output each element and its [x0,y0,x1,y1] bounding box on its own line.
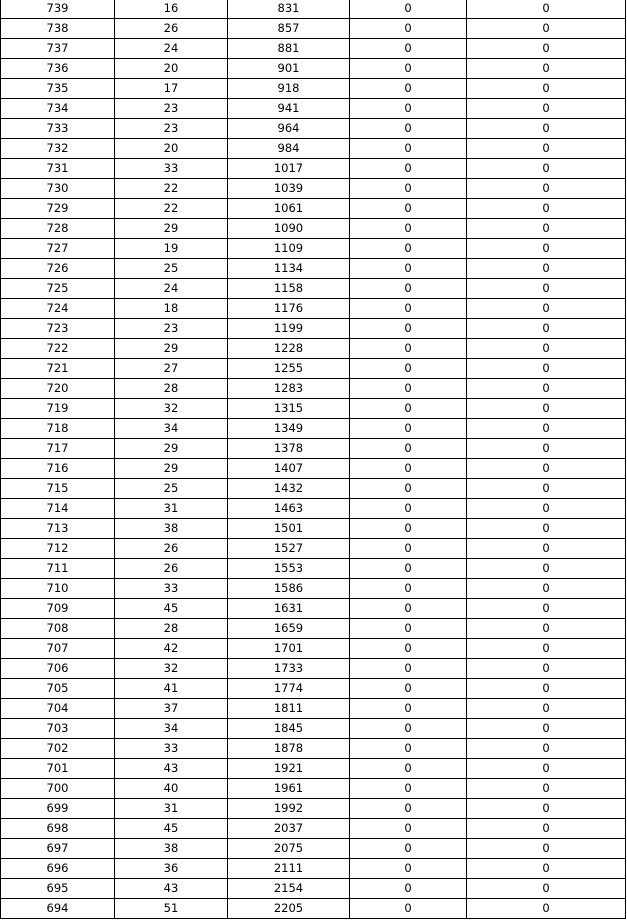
table-row [1,599,626,619]
column-4-cell: 0 [350,519,467,539]
score-cell: 721 [1,359,115,379]
count-cell: 27 [115,359,228,379]
table-row [1,359,626,379]
score-cell: 711 [1,559,115,579]
table-row [1,299,626,319]
cumulative-count-cell: 1432 [228,479,350,499]
column-4-cell: 0 [350,59,467,79]
table-row [1,519,626,539]
score-cell: 705 [1,679,115,699]
table-row [1,499,626,519]
count-cell: 31 [115,799,228,819]
table-row [1,259,626,279]
column-5-cell: 0 [467,0,626,19]
score-cell: 726 [1,259,115,279]
table-row [1,339,626,359]
table-row [1,879,626,899]
cumulative-count-cell: 1283 [228,379,350,399]
score-cell: 707 [1,639,115,659]
table-row [1,39,626,59]
count-cell: 18 [115,299,228,319]
count-cell: 51 [115,899,228,919]
score-cell: 715 [1,479,115,499]
column-4-cell: 0 [350,99,467,119]
score-cell: 695 [1,879,115,899]
count-cell: 38 [115,519,228,539]
score-cell: 719 [1,399,115,419]
table-row [1,119,626,139]
count-cell: 25 [115,259,228,279]
column-5-cell: 0 [467,499,626,519]
count-cell: 29 [115,339,228,359]
count-cell: 25 [115,479,228,499]
cumulative-count-cell: 857 [228,19,350,39]
column-4-cell: 0 [350,779,467,799]
cumulative-count-cell: 1199 [228,319,350,339]
score-cell: 723 [1,319,115,339]
column-5-cell: 0 [467,79,626,99]
score-cell: 724 [1,299,115,319]
cumulative-count-cell: 1921 [228,759,350,779]
column-4-cell: 0 [350,639,467,659]
table-row [1,639,626,659]
table-body [1,0,626,919]
score-cell: 712 [1,539,115,559]
table-row [1,619,626,639]
column-4-cell: 0 [350,859,467,879]
score-cell: 718 [1,419,115,439]
column-4-cell: 0 [350,759,467,779]
score-cell: 706 [1,659,115,679]
column-4-cell: 0 [350,0,467,19]
cumulative-count-cell: 1315 [228,399,350,419]
count-cell: 38 [115,839,228,859]
column-4-cell: 0 [350,259,467,279]
column-5-cell: 0 [467,679,626,699]
cumulative-count-cell: 1992 [228,799,350,819]
score-cell: 716 [1,459,115,479]
count-cell: 42 [115,639,228,659]
cumulative-count-cell: 2154 [228,879,350,899]
column-5-cell: 0 [467,799,626,819]
table-row [1,779,626,799]
column-5-cell: 0 [467,839,626,859]
count-cell: 34 [115,719,228,739]
cumulative-count-cell: 918 [228,79,350,99]
column-4-cell: 0 [350,819,467,839]
column-5-cell: 0 [467,59,626,79]
column-5-cell: 0 [467,659,626,679]
count-cell: 22 [115,179,228,199]
column-5-cell: 0 [467,439,626,459]
cumulative-count-cell: 964 [228,119,350,139]
cumulative-count-cell: 1774 [228,679,350,699]
count-cell: 34 [115,419,228,439]
table-row [1,479,626,499]
column-5-cell: 0 [467,599,626,619]
table-row [1,459,626,479]
column-4-cell: 0 [350,839,467,859]
score-cell: 730 [1,179,115,199]
column-5-cell: 0 [467,699,626,719]
column-4-cell: 0 [350,39,467,59]
count-cell: 29 [115,439,228,459]
score-cell: 732 [1,139,115,159]
score-cell: 710 [1,579,115,599]
count-cell: 26 [115,19,228,39]
column-5-cell: 0 [467,579,626,599]
count-cell: 28 [115,379,228,399]
column-4-cell: 0 [350,179,467,199]
cumulative-count-cell: 1349 [228,419,350,439]
cumulative-count-cell: 901 [228,59,350,79]
column-5-cell: 0 [467,859,626,879]
score-cell: 739 [1,0,115,19]
score-cell: 729 [1,199,115,219]
column-5-cell: 0 [467,319,626,339]
count-cell: 20 [115,139,228,159]
cumulative-count-cell: 1090 [228,219,350,239]
column-4-cell: 0 [350,159,467,179]
table-row [1,0,626,19]
cumulative-count-cell: 1845 [228,719,350,739]
table-row [1,319,626,339]
cumulative-count-cell: 1228 [228,339,350,359]
column-5-cell: 0 [467,159,626,179]
score-cell: 703 [1,719,115,739]
column-4-cell: 0 [350,799,467,819]
table-row [1,539,626,559]
cumulative-count-cell: 2075 [228,839,350,859]
column-5-cell: 0 [467,199,626,219]
cumulative-count-cell: 1501 [228,519,350,539]
column-5-cell: 0 [467,519,626,539]
count-cell: 23 [115,99,228,119]
table-row [1,379,626,399]
score-cell: 737 [1,39,115,59]
cumulative-count-cell: 1527 [228,539,350,559]
count-cell: 43 [115,759,228,779]
count-cell: 26 [115,559,228,579]
score-cell: 735 [1,79,115,99]
table-row [1,199,626,219]
score-cell: 696 [1,859,115,879]
count-cell: 29 [115,219,228,239]
column-4-cell: 0 [350,499,467,519]
column-4-cell: 0 [350,659,467,679]
score-cell: 731 [1,159,115,179]
table-row [1,739,626,759]
score-cell: 704 [1,699,115,719]
column-4-cell: 0 [350,719,467,739]
table-row [1,279,626,299]
score-cell: 728 [1,219,115,239]
column-4-cell: 0 [350,239,467,259]
table-row [1,659,626,679]
score-cell: 717 [1,439,115,459]
column-5-cell: 0 [467,299,626,319]
column-5-cell: 0 [467,619,626,639]
table-row [1,759,626,779]
table-row [1,439,626,459]
cumulative-count-cell: 2205 [228,899,350,919]
column-5-cell: 0 [467,339,626,359]
table-row [1,819,626,839]
cumulative-count-cell: 1659 [228,619,350,639]
score-cell: 734 [1,99,115,119]
column-5-cell: 0 [467,359,626,379]
cumulative-count-cell: 1586 [228,579,350,599]
count-cell: 43 [115,879,228,899]
cumulative-count-cell: 1463 [228,499,350,519]
table-row [1,79,626,99]
column-4-cell: 0 [350,559,467,579]
cumulative-count-cell: 881 [228,39,350,59]
cumulative-count-cell: 1039 [228,179,350,199]
table-row [1,579,626,599]
cumulative-count-cell: 1378 [228,439,350,459]
score-cell: 727 [1,239,115,259]
cumulative-count-cell: 984 [228,139,350,159]
column-5-cell: 0 [467,879,626,899]
column-4-cell: 0 [350,19,467,39]
count-cell: 41 [115,679,228,699]
column-4-cell: 0 [350,579,467,599]
count-cell: 19 [115,239,228,259]
score-cell: 694 [1,899,115,919]
count-cell: 24 [115,279,228,299]
count-cell: 33 [115,159,228,179]
score-cell: 720 [1,379,115,399]
table-row [1,419,626,439]
count-cell: 40 [115,779,228,799]
column-5-cell: 0 [467,719,626,739]
column-5-cell: 0 [467,759,626,779]
score-cell: 697 [1,839,115,859]
column-5-cell: 0 [467,639,626,659]
column-4-cell: 0 [350,679,467,699]
count-cell: 26 [115,539,228,559]
count-cell: 31 [115,499,228,519]
column-4-cell: 0 [350,319,467,339]
column-5-cell: 0 [467,239,626,259]
column-4-cell: 0 [350,459,467,479]
score-cell: 714 [1,499,115,519]
column-4-cell: 0 [350,79,467,99]
count-cell: 20 [115,59,228,79]
cumulative-count-cell: 1878 [228,739,350,759]
column-5-cell: 0 [467,819,626,839]
column-4-cell: 0 [350,539,467,559]
score-cell: 708 [1,619,115,639]
score-cell: 698 [1,819,115,839]
column-4-cell: 0 [350,419,467,439]
column-4-cell: 0 [350,479,467,499]
column-5-cell: 0 [467,259,626,279]
column-5-cell: 0 [467,119,626,139]
table-row [1,239,626,259]
score-cell: 733 [1,119,115,139]
column-5-cell: 0 [467,739,626,759]
score-cell: 722 [1,339,115,359]
table-row [1,699,626,719]
column-5-cell: 0 [467,779,626,799]
column-5-cell: 0 [467,559,626,579]
count-cell: 23 [115,119,228,139]
cumulative-count-cell: 2037 [228,819,350,839]
table-row [1,139,626,159]
cumulative-count-cell: 1134 [228,259,350,279]
column-5-cell: 0 [467,219,626,239]
table-row [1,399,626,419]
score-cell: 713 [1,519,115,539]
cumulative-count-cell: 1017 [228,159,350,179]
table-row [1,679,626,699]
table-row [1,799,626,819]
table-row [1,159,626,179]
column-5-cell: 0 [467,39,626,59]
score-cell: 709 [1,599,115,619]
column-5-cell: 0 [467,19,626,39]
cumulative-count-cell: 1961 [228,779,350,799]
cumulative-count-cell: 1701 [228,639,350,659]
column-4-cell: 0 [350,739,467,759]
count-cell: 36 [115,859,228,879]
column-4-cell: 0 [350,599,467,619]
column-4-cell: 0 [350,299,467,319]
column-5-cell: 0 [467,399,626,419]
column-4-cell: 0 [350,699,467,719]
table-row [1,59,626,79]
column-4-cell: 0 [350,899,467,919]
column-5-cell: 0 [467,379,626,399]
count-cell: 22 [115,199,228,219]
column-4-cell: 0 [350,439,467,459]
column-4-cell: 0 [350,619,467,639]
cumulative-count-cell: 1176 [228,299,350,319]
cumulative-count-cell: 1733 [228,659,350,679]
column-4-cell: 0 [350,219,467,239]
column-5-cell: 0 [467,179,626,199]
column-5-cell: 0 [467,419,626,439]
cumulative-count-cell: 941 [228,99,350,119]
column-4-cell: 0 [350,359,467,379]
count-cell: 16 [115,0,228,19]
table-row [1,839,626,859]
score-cell: 701 [1,759,115,779]
score-cell: 736 [1,59,115,79]
count-cell: 28 [115,619,228,639]
table-row [1,19,626,39]
column-4-cell: 0 [350,199,467,219]
column-4-cell: 0 [350,399,467,419]
column-4-cell: 0 [350,279,467,299]
count-cell: 24 [115,39,228,59]
cumulative-count-cell: 1255 [228,359,350,379]
table-row [1,219,626,239]
column-5-cell: 0 [467,279,626,299]
score-cell: 725 [1,279,115,299]
column-4-cell: 0 [350,339,467,359]
count-cell: 33 [115,579,228,599]
table-row [1,859,626,879]
count-cell: 32 [115,659,228,679]
count-cell: 29 [115,459,228,479]
cumulative-count-cell: 1631 [228,599,350,619]
column-4-cell: 0 [350,379,467,399]
column-5-cell: 0 [467,899,626,919]
table-row [1,899,626,919]
count-cell: 17 [115,79,228,99]
column-5-cell: 0 [467,479,626,499]
cumulative-count-cell: 831 [228,0,350,19]
score-cell: 699 [1,799,115,819]
column-4-cell: 0 [350,879,467,899]
cumulative-count-cell: 2111 [228,859,350,879]
column-5-cell: 0 [467,459,626,479]
count-cell: 37 [115,699,228,719]
cumulative-count-cell: 1109 [228,239,350,259]
column-4-cell: 0 [350,139,467,159]
column-5-cell: 0 [467,539,626,559]
count-cell: 23 [115,319,228,339]
cumulative-count-cell: 1553 [228,559,350,579]
table-row [1,719,626,739]
count-cell: 33 [115,739,228,759]
column-5-cell: 0 [467,139,626,159]
table-row [1,99,626,119]
score-cell: 702 [1,739,115,759]
cumulative-count-cell: 1811 [228,699,350,719]
count-cell: 45 [115,819,228,839]
score-cell: 738 [1,19,115,39]
count-cell: 32 [115,399,228,419]
cumulative-count-cell: 1158 [228,279,350,299]
count-cell: 45 [115,599,228,619]
column-5-cell: 0 [467,99,626,119]
cumulative-count-cell: 1407 [228,459,350,479]
column-4-cell: 0 [350,119,467,139]
score-cell: 700 [1,779,115,799]
table-row [1,559,626,579]
cumulative-count-cell: 1061 [228,199,350,219]
table-row [1,179,626,199]
